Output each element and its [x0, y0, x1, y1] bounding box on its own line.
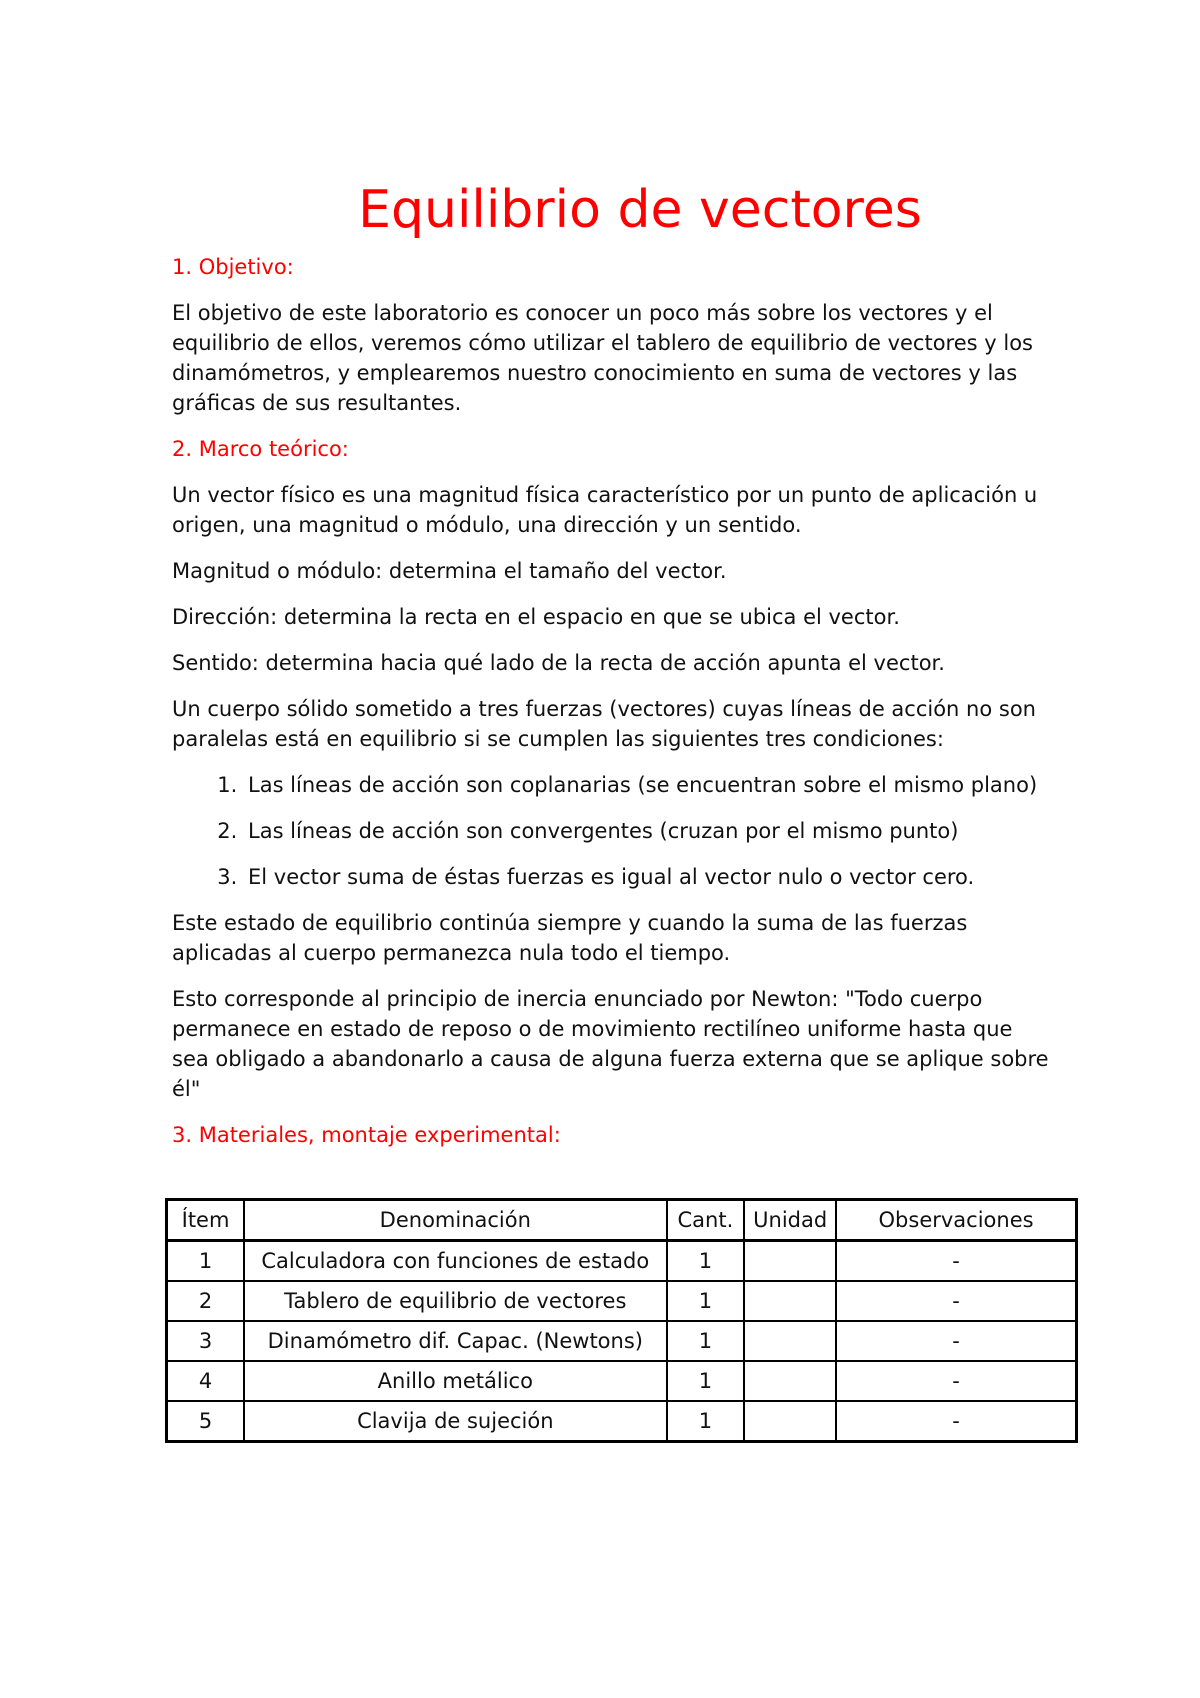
marco-paragraph-vector: Un vector físico es una magnitud física característico por un punto de aplicación u origen, una magnitud o módulo, una dirección y un sentido. [172, 483, 1038, 537]
table-row [167, 1281, 1077, 1321]
objetivo-paragraph: El objetivo de este laboratorio es conocer un poco más sobre los vectores y el equilibrio de ellos, veremos cómo utilizar el tablero de equilibrio de vectores y los dinamómetros, y emplearemos nuestro conocimiento en suma de vectores y las gráficas de sus resultantes. [172, 301, 1033, 415]
cell-cantidad: 1 [667, 1401, 745, 1442]
cell-unidad [744, 1241, 836, 1282]
cell-cantidad: 1 [667, 1321, 745, 1361]
cell-unidad [744, 1321, 836, 1361]
col-header-item: Ítem [167, 1200, 245, 1241]
condition-item: 3. El vector suma de éstas fuerzas es igual al vector nulo o vector cero. [244, 862, 1052, 892]
cell-denominacion: Calculadora con funciones de estado [244, 1241, 666, 1282]
cell-unidad [744, 1361, 836, 1401]
condition-item: 1. Las líneas de acción son coplanarias (se encuentran sobre el mismo plano) [244, 770, 1052, 800]
cell-denominacion: Dinamómetro dif. Capac. (Newtons) [244, 1321, 666, 1361]
cell-unidad [744, 1281, 836, 1321]
marco-paragraph-sentido: Sentido: determina hacia qué lado de la recta de acción apunta el vector. [172, 651, 945, 675]
materials-table [165, 1198, 1078, 1443]
cell-item: 2 [167, 1281, 245, 1321]
table-row [167, 1321, 1077, 1361]
table-row [167, 1361, 1077, 1401]
conditions-list [172, 770, 1052, 892]
marco-paragraph-estado-equilibrio: Este estado de equilibrio continúa siempre y cuando la suma de las fuerzas aplicadas al cuerpo permanezca nula todo el tiempo. [172, 911, 968, 965]
marco-paragraph-newton: Esto corresponde al principio de inercia enunciado por Newton: "Todo cuerpo permanece en estado de reposo o de movimiento rectilíneo uniforme hasta que sea obligado a abandonarlo a causa de alguna fuerza externa que se aplique sobre él" [172, 987, 1049, 1101]
table-row [167, 1241, 1077, 1282]
table-row [167, 1401, 1077, 1442]
cell-denominacion: Clavija de sujeción [244, 1401, 666, 1442]
document-body [172, 252, 1052, 1166]
col-header-unidad: Unidad [744, 1200, 836, 1241]
cell-observaciones: - [836, 1361, 1076, 1401]
cell-item: 4 [167, 1361, 245, 1401]
cell-denominacion: Tablero de equilibrio de vectores [244, 1281, 666, 1321]
cell-item: 5 [167, 1401, 245, 1442]
cell-cantidad: 1 [667, 1361, 745, 1401]
section-heading-marco-teorico: 2. Marco teórico: [172, 437, 349, 461]
cell-observaciones: - [836, 1321, 1076, 1361]
marco-paragraph-cuerpo-solido: Un cuerpo sólido sometido a tres fuerzas (vectores) cuyas líneas de acción no son paralelas está en equilibrio si se cumplen las siguientes tres condiciones: [172, 697, 1036, 751]
cell-cantidad: 1 [667, 1241, 745, 1282]
cell-unidad [744, 1401, 836, 1442]
col-header-cantidad: Cant. [667, 1200, 745, 1241]
col-header-observaciones: Observaciones [836, 1200, 1076, 1241]
cell-denominacion: Anillo metálico [244, 1361, 666, 1401]
col-header-denominacion: Denominación [244, 1200, 666, 1241]
marco-paragraph-direccion: Dirección: determina la recta en el espacio en que se ubica el vector. [172, 605, 900, 629]
cell-item: 3 [167, 1321, 245, 1361]
cell-observaciones: - [836, 1281, 1076, 1321]
marco-paragraph-magnitud: Magnitud o módulo: determina el tamaño del vector. [172, 559, 727, 583]
cell-item: 1 [167, 1241, 245, 1282]
document-title: Equilibrio de vectores [358, 179, 922, 240]
table-header-row [167, 1200, 1077, 1241]
section-heading-materiales: 3. Materiales, montaje experimental: [172, 1123, 561, 1147]
cell-observaciones: - [836, 1401, 1076, 1442]
section-heading-objetivo: 1. Objetivo: [172, 255, 294, 279]
condition-item: 2. Las líneas de acción son convergentes (cruzan por el mismo punto) [244, 816, 1052, 846]
cell-observaciones: - [836, 1241, 1076, 1282]
cell-cantidad: 1 [667, 1281, 745, 1321]
